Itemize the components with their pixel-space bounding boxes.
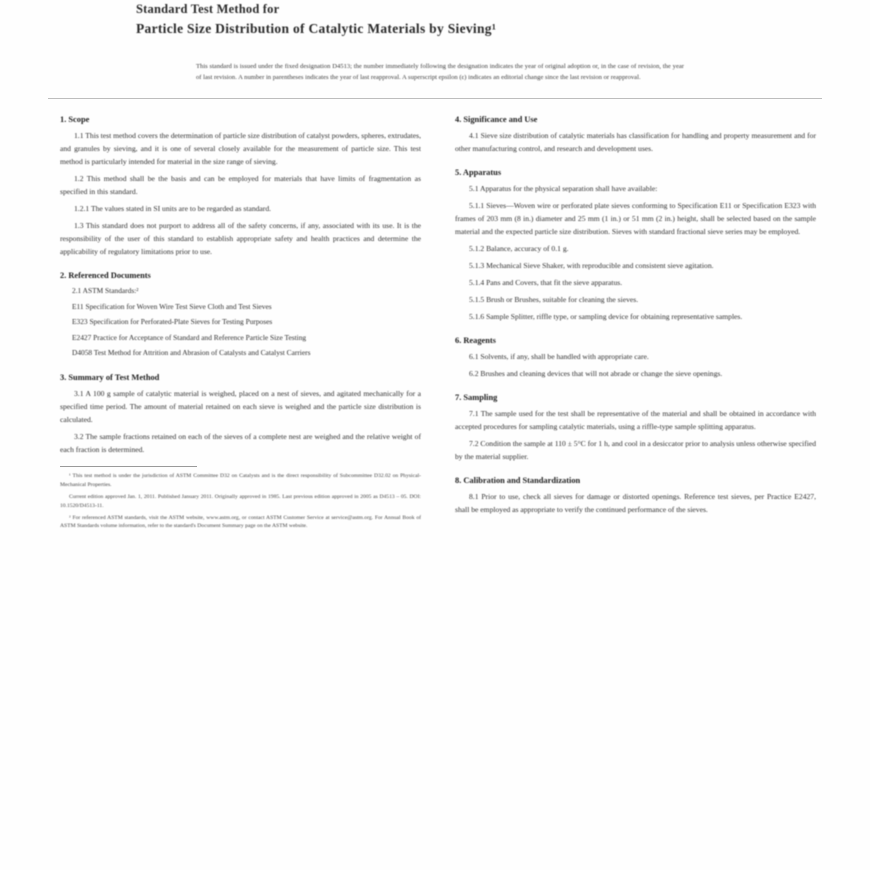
reference-link-e11[interactable]: E11 Specification for Woven Wire Test Sieve Cloth and Test Sieves <box>72 301 272 311</box>
section-heading-sampling: 7. Sampling <box>455 393 498 403</box>
referenced-standards-label: 2.1 ASTM Standards:² <box>72 286 139 296</box>
paragraph: 4.1 Sieve size distribution of catalytic materials has classification for handling and property measurement and for other manufacturing control, and research and development uses. <box>455 130 816 153</box>
paragraph: 5.1.4 Pans and Covers, that fit the sieve apparatus. <box>469 278 623 288</box>
section-heading-calibration: 8. Calibration and Standardization <box>455 476 581 486</box>
paragraph: 5.1 Apparatus for the physical separation shall have available: <box>469 183 658 193</box>
section-heading-referenced-documents: 2. Referenced Documents <box>60 271 151 281</box>
body-columns <box>60 115 816 535</box>
left-column <box>60 115 421 535</box>
reference-link-d4058[interactable]: D4058 Test Method for Attrition and Abrasion of Catalysts and Catalyst Carriers <box>72 348 311 358</box>
section-heading-significance: 4. Significance and Use <box>455 114 538 124</box>
document-header <box>136 0 742 84</box>
paragraph: 1.2 This method shall be the basis and can be employed for materials that have limits of fragmentation as specified in this standard. <box>60 173 421 196</box>
footnote-divider <box>60 466 197 467</box>
paragraph: 5.1.5 Brush or Brushes, suitable for cleaning the sieves. <box>469 295 639 305</box>
header-divider <box>48 98 822 99</box>
section-heading-apparatus: 5. Apparatus <box>455 167 502 177</box>
section-heading-reagents: 6. Reagents <box>455 336 496 346</box>
paragraph: 7.2 Condition the sample at 110 ± 5°C for 1 h, and cool in a desiccator prior to analysis unless otherwise specified by the material supplier. <box>455 439 816 462</box>
paragraph: 1.3 This standard does not purport to address all of the safety concerns, if any, associated with its use. It is the responsibility of the user of this standard to establish appropriate safety and health practices and determine the applicability of regulatory limitations prior to use. <box>60 220 421 257</box>
title-line-2: Particle Size Distribution of Catalytic Materials by Sieving¹ <box>136 21 497 37</box>
paragraph: 3.2 The sample fractions retained on each of the sieves of a complete nest are weighed and the relative weight of each fraction is determined. <box>60 432 421 455</box>
footnote: ² For referenced ASTM standards, visit the ASTM website, www.astm.org, or contact ASTM Customer Service at service@astm.org. For Annual Book of ASTM Standards volume information, refer to the standard's Document Summary page on the ASTM website. <box>60 514 421 530</box>
section-heading-summary: 3. Summary of Test Method <box>60 372 160 382</box>
paragraph: 1.2.1 The values stated in SI units are to be regarded as standard. <box>74 203 272 213</box>
paragraph: 8.1 Prior to use, check all sieves for damage or distorted openings. Reference test sieves, per Practice E2427, shall be employed as appropriate to verify the continued performance of the sieves. <box>455 492 816 515</box>
paragraph: 7.1 The sample used for the test shall be representative of the material and shall be obtained in accordance with accepted procedures for sampling catalytic materials, using a riffle-type sample splitting apparatus. <box>455 409 816 432</box>
paragraph: 6.1 Solvents, if any, shall be handled with appropriate care. <box>469 352 649 362</box>
title-line-1: Standard Test Method for <box>136 2 280 16</box>
section-heading-scope: 1. Scope <box>60 114 90 124</box>
paragraph: 5.1.2 Balance, accuracy of 0.1 g. <box>469 243 569 253</box>
paragraph: 5.1.3 Mechanical Sieve Shaker, with reproducible and consistent sieve agitation. <box>469 260 714 270</box>
footnote: Current edition approved Jan. 1, 2011. Published January 2011. Originally approved in 1985. Last previous edition approved in 2005 as D4513 – 05. DOI: 10.1520/D4513-11. <box>60 493 421 509</box>
reference-link-e2427[interactable]: E2427 Practice for Acceptance of Standard and Reference Particle Size Testing <box>72 332 307 342</box>
paragraph: 5.1.6 Sample Splitter, riffle type, or sampling device for obtaining representative samples. <box>469 312 743 322</box>
standard-issue-note: This standard is issued under the fixed designation D4513; the number immediately following the designation indicates the year of original adoption or, in the case of revision, the year of last revision. A number in parentheses indicates the year of last reapproval. A superscript epsilon (ε) indicates an editorial change since the last revision or reapproval. <box>196 63 684 81</box>
footnote: ¹ This test method is under the jurisdiction of ASTM Committee D32 on Catalysts and is the direct responsibility of Subcommittee D32.02 on Physical-Mechanical Properties. <box>60 473 421 489</box>
reference-link-e323[interactable]: E323 Specification for Perforated-Plate Sieves for Testing Purposes <box>72 317 273 327</box>
right-column <box>455 115 816 535</box>
paragraph: 5.1.1 Sieves—Woven wire or perforated plate sieves conforming to Specification E11 or Specification E323 with frames of 203 mm (8 in.) diameter and 25 mm (1 in.) or 51 mm (2 in.) height, shall be selected based on the sample material and the expected particle size distribution. Sieves with standard fractional sieve series may be employed. <box>455 200 816 236</box>
paragraph: 1.1 This test method covers the determination of particle size distribution of catalyst powders, spheres, extrudates, and granules by sieving, and it is one of several closely available for the measurement of particle size. This test method is particularly intended for material in the size range of sieving. <box>60 130 421 166</box>
paragraph: 6.2 Brushes and cleaning devices that will not abrade or change the sieve openings. <box>469 369 723 379</box>
paragraph: 3.1 A 100 g sample of catalytic material is weighed, placed on a nest of sieves, and agitated mechanically for a specified time period. The amount of material retained on each sieve is weighed and the particle size distribution is calculated. <box>60 388 421 425</box>
